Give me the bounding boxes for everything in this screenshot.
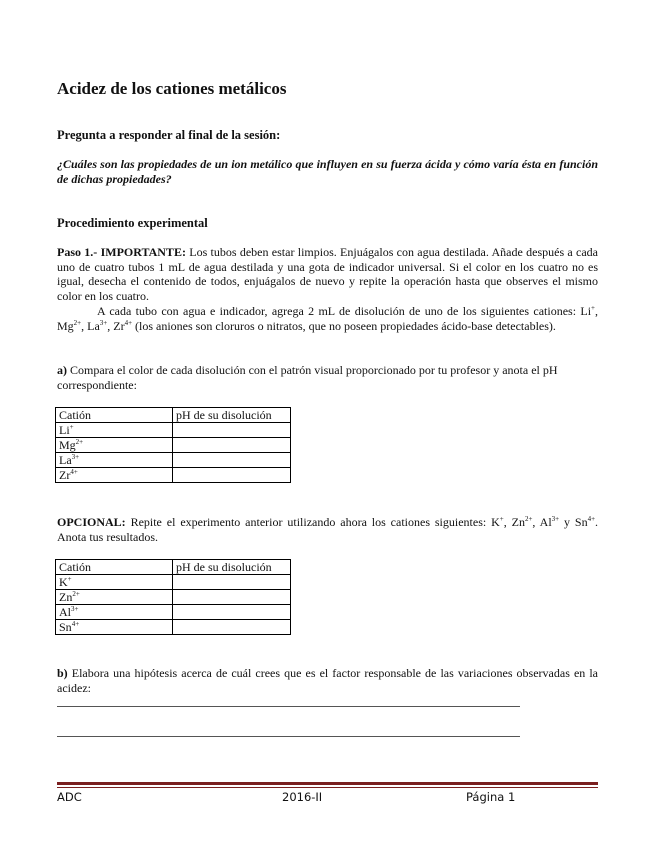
part-a-paragraph [57, 363, 598, 392]
part-b-text: Elabora una hipótesis acerca de cuál crees que es el factor responsable de las variaciones observadas en la acidez: [57, 666, 598, 695]
step1-text: Los tubos deben estar limpios. Enjuágalos con agua destilada. Añade después a cada uno de cuatro tubos 1 mL de agua destilada y una gota de indicador universal. Si el color en los cuatro no es igual, desecha el contenido de todos, enjuágalos de nuevo y repite la operación hasta que observes el mismo color en los cuatro. [57, 245, 599, 303]
part-a-label: a) [57, 363, 67, 377]
cation-cell: $Al^{3+}$ [56, 605, 173, 620]
optional-text-start: Repite el experimento anterior utilizando ahora los cationes siguientes: [130, 515, 487, 529]
table-row [56, 605, 291, 620]
step1-para2-start: A cada tubo con agua e indicador, agrega 2 mL de disolución de uno de los siguientes cationes: [97, 304, 577, 318]
ph-table-1 [55, 407, 291, 483]
header-ph: pH de su disolución [173, 560, 291, 575]
ph-cell[interactable] [173, 620, 291, 635]
footer-rule-thin [57, 787, 598, 788]
header-cation: Catión [56, 560, 173, 575]
part-b-label: b) [57, 666, 68, 680]
procedure-heading: Procedimiento experimental [57, 216, 208, 230]
cation-la: $La^{3+}$ [87, 318, 108, 333]
cation-mg: $Mg^{2+}$ [57, 318, 82, 333]
cation-cell: $La^{3+}$ [56, 453, 173, 468]
ph-cell[interactable] [173, 438, 291, 453]
ph-cell[interactable] [173, 468, 291, 483]
table-row [56, 575, 291, 590]
header-ph: pH de su disolución [173, 408, 291, 423]
cation-li: Li+ [580, 304, 595, 318]
optional-paragraph: OPCIONAL: Repite el experimento anterior utilizando ahora los cationes siguientes: K+, $Zn^{2+}$, $Al^{3+}$ y $Sn^{4+}$. Anota tus resultados. [57, 515, 599, 544]
ph-cell[interactable] [173, 453, 291, 468]
cation-zn: $Zn^{2+}$ [511, 515, 533, 529]
question-heading: Pregunta a responder al final de la sesión: [57, 128, 281, 142]
ph-cell[interactable] [173, 605, 291, 620]
table-row [56, 620, 291, 635]
cation-cell: Li+ [56, 423, 173, 438]
cation-cell: K+ [56, 575, 173, 590]
table-row [56, 423, 291, 438]
question-text: ¿Cuáles son las propiedades de un ion metálico que influyen en su fuerza ácida y cómo varía ésta en función de dichas propiedades? [57, 157, 598, 186]
cation-cell: $Zn^{2+}$ [56, 590, 173, 605]
ph-cell[interactable] [173, 575, 291, 590]
footer-left: ADC [57, 790, 82, 804]
page-title: Acidez de los cationes metálicos [57, 79, 287, 98]
table-row [56, 453, 291, 468]
cation-sn: $Sn^{4+}$ [574, 515, 596, 529]
part-b-paragraph [57, 666, 598, 695]
ph-cell[interactable] [173, 423, 291, 438]
cation-k: K+ [491, 515, 504, 529]
step1-label: Paso 1.- IMPORTANTE: [57, 245, 186, 259]
step1-paragraph [57, 245, 598, 303]
answer-line[interactable] [57, 736, 520, 737]
ph-cell[interactable] [173, 590, 291, 605]
part-a-text: Compara el color de cada disolución con el patrón visual proporcionado por tu profesor y anota el pH correspondiente: [57, 363, 558, 392]
cation-cell: $Zr^{4+}$ [56, 468, 173, 483]
cation-cell: $Sn^{4+}$ [56, 620, 173, 635]
table-header-row [56, 408, 291, 423]
footer-page-number: Página 1 [466, 790, 516, 804]
step1-para2-end: (los aniones son cloruros o nitratos, que no poseen propiedades ácido-base detectables). [135, 318, 556, 333]
cation-zr: $Zr^{4+}$ [113, 318, 133, 333]
ph-table-2 [55, 559, 291, 635]
table-row [56, 590, 291, 605]
table-row [56, 438, 291, 453]
optional-text-end: . Anota tus resultados. [57, 515, 599, 544]
cation-al: $Al^{3+}$ [539, 515, 560, 529]
table-row [56, 468, 291, 483]
answer-line[interactable] [57, 706, 520, 707]
step1-paragraph-2: A cada tubo con agua e indicador, agrega 2 mL de disolución de uno de los siguientes cationes: Li+, $Mg^{2+}$, $La^{3+}$, $Zr^{4+}$ (los aniones son cloruros o nitratos, que no poseen propiedades ácido-base detectables). [57, 304, 598, 333]
header-cation: Catión [56, 408, 173, 423]
optional-conj: y [564, 515, 570, 529]
footer-center: 2016-II [282, 790, 323, 804]
optional-label: OPCIONAL: [57, 515, 126, 529]
table-header-row [56, 560, 291, 575]
cation-cell: $Mg^{2+}$ [56, 438, 173, 453]
footer-rule [57, 782, 598, 785]
